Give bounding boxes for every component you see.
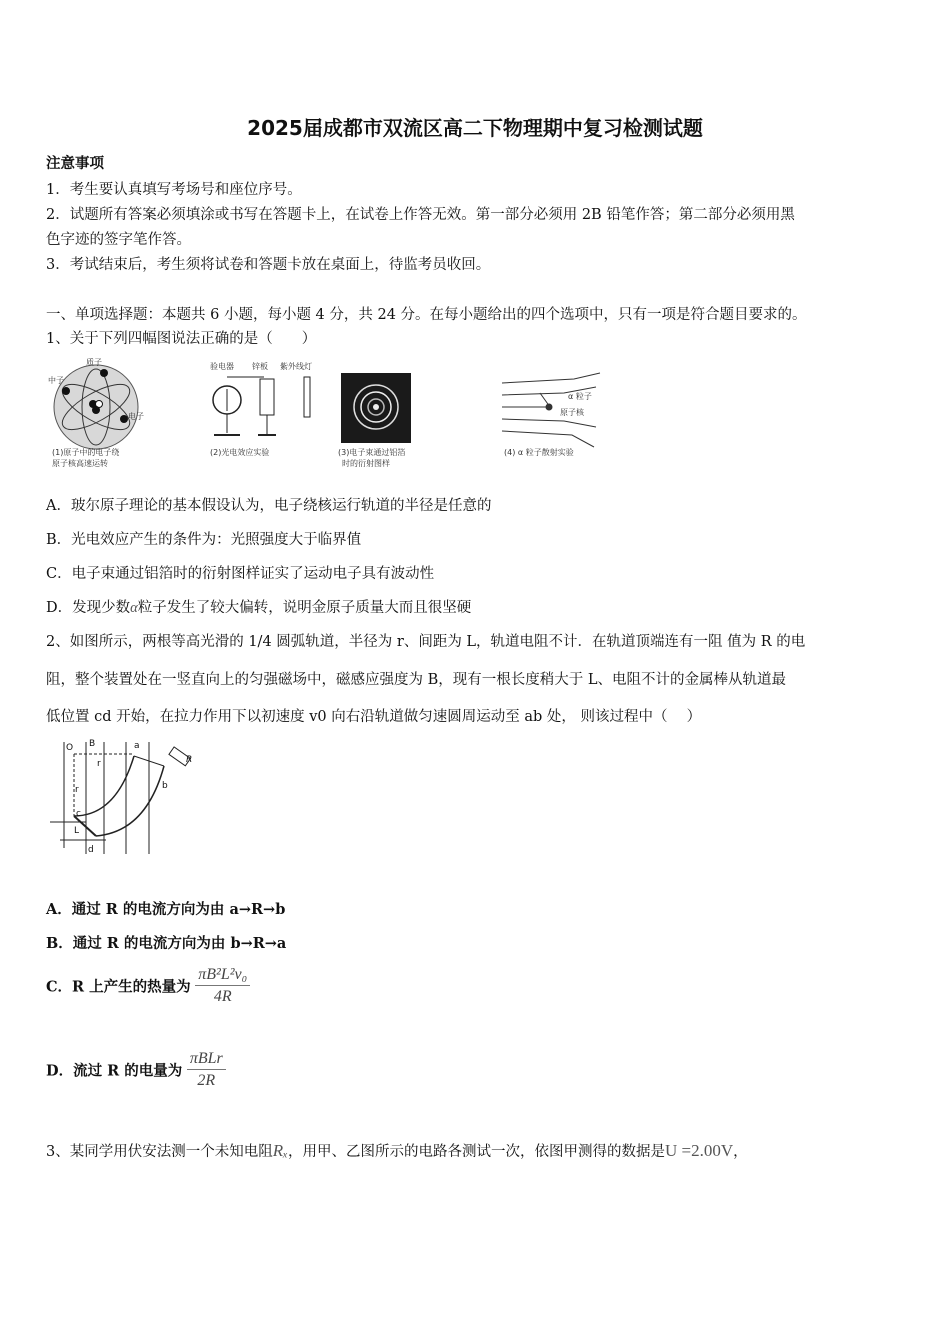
q2-option-d (46, 1050, 226, 1090)
notice-item: 色字迹的签字笔作答。 (46, 232, 191, 248)
notice-item: 3．考试结束后，考生须将试卷和答题卡放在桌面上，待监考员收回。 (46, 257, 491, 273)
q3-stem-pre: 3、某同学用伏安法测一个未知电阻 (46, 1144, 273, 1160)
q1-stem: 1、关于下列四幅图说法正确的是（ ） (46, 331, 317, 347)
fig3-caption: 时的衍射图样 (342, 459, 390, 468)
fig1-label-electron: 电子 (128, 412, 144, 421)
fig-label-d: d (88, 845, 94, 855)
q2-option-d-fraction (187, 1050, 226, 1090)
q1-figures (44, 355, 644, 475)
q2-stem: 阻，整个装置处在一竖直向上的匀强磁场中，磁感应强度为 B，现有一根长度稍大于 L、电阻不计的金属棒从轨道最 (46, 672, 786, 688)
fraction-denominator: 2R (197, 1072, 216, 1089)
fig-label-r: r (97, 759, 101, 769)
fig4-label: 原子核 (560, 408, 584, 417)
notice-heading: 注意事项 (46, 155, 104, 172)
fig-label-a: a (134, 741, 140, 751)
q1-option-b: B．光电效应产生的条件为：光照强度大于临界值 (46, 532, 362, 548)
page-title: 2025届成都市双流区高二下物理期中复习检测试题 (247, 116, 703, 140)
q2-figure (46, 736, 206, 860)
notice-item: 2．试题所有答案必须填涂或书写在答题卡上，在试卷上作答无效。第一部分必须用 2B 铅笔作答；第二部分必须用黑 (46, 207, 795, 223)
fraction-denominator: 4R (213, 988, 232, 1005)
q2-option-c-text: C．R 上产生的热量为 (46, 978, 191, 996)
q2-option-b: B．通过 R 的电流方向为由 b→R→a (46, 935, 287, 952)
fig1-label-neutron: 中子 (48, 376, 64, 385)
q3-stem (46, 1140, 748, 1161)
fraction-numerator: πBLr (187, 1050, 226, 1070)
q1-option-a: A．玻尔原子理论的基本假设认为，电子绕核运行轨道的半径是任意的 (46, 498, 492, 514)
fig1-label-proton: 质子 (86, 358, 102, 367)
fig-label-c: c (76, 809, 81, 819)
q2-option-d-text: D．流过 R 的电量为 (46, 1062, 183, 1080)
fig4-caption: (4) α 粒子散射实验 (504, 448, 574, 457)
diffraction-figure (338, 373, 411, 468)
fig-label-o: O (66, 743, 74, 753)
atom-figure (48, 357, 144, 468)
fig1-caption: 原子核高速运转 (52, 459, 108, 468)
fig2-label: 验电器 (210, 362, 234, 371)
fraction-numerator: πB²L²v₀ (195, 966, 250, 986)
q2-stem: 低位置 cd 开始，在拉力作用下以初速度 v0 向右沿轨道做匀速圆周运动至 ab 处， 则该过程中（ ） (46, 709, 702, 725)
fig1-caption: (1)原子中的电子绕 (52, 448, 120, 457)
q1-option-d-pre: D．发现少数 (46, 600, 131, 616)
q2-option-a: A．通过 R 的电流方向为由 a→R→b (46, 901, 286, 918)
fig-label-l: L (74, 826, 80, 836)
fig2-label: 紫外线灯 (280, 362, 312, 371)
q1-option-d (46, 596, 471, 617)
fig3-caption: (3)电子束通过铝箔 (338, 448, 406, 457)
fig-label-r2: r (75, 785, 79, 795)
q1-option-d-post: 粒子发生了较大偏转，说明金原子质量大而且很坚硬 (137, 600, 472, 616)
q3-rx: Rₓ (272, 1141, 288, 1160)
fig2-caption: (2)光电效应实验 (210, 448, 270, 457)
alpha-scattering-figure (502, 373, 600, 457)
q3-stem-post: ， (733, 1144, 748, 1160)
fig2-label: 锌板 (252, 362, 268, 371)
q3-voltage: U =2.00V (664, 1141, 734, 1160)
q3-stem-mid: ，用甲、乙图所示的电路各测试一次，依图甲测得的数据是 (287, 1144, 665, 1160)
fig-label-b-field: B (89, 739, 96, 749)
fig4-label: α 粒子 (568, 392, 592, 401)
fig-label-b-point: b (162, 781, 168, 791)
notice-item: 1．考生要认真填写考场号和座位序号。 (46, 182, 302, 198)
q2-option-c (46, 966, 250, 1006)
q1-option-c: C．电子束通过铝箔时的衍射图样证实了运动电子具有波动性 (46, 566, 435, 582)
photoelectric-figure (210, 361, 312, 457)
section-heading: 一、单项选择题：本题共 6 小题，每小题 4 分，共 24 分。在每小题给出的四个选项中，只有一项是符合题目要求的。 (46, 307, 807, 323)
q2-option-c-fraction (195, 966, 250, 1006)
alpha-symbol: α (130, 600, 138, 616)
fig-label-resistor: R (186, 755, 193, 765)
q2-stem: 2、如图所示，两根等高光滑的 1/4 圆弧轨道，半径为 r、间距为 L，轨道电阻不计．在轨道顶端连有一阻 值为 R 的电 (46, 634, 806, 650)
